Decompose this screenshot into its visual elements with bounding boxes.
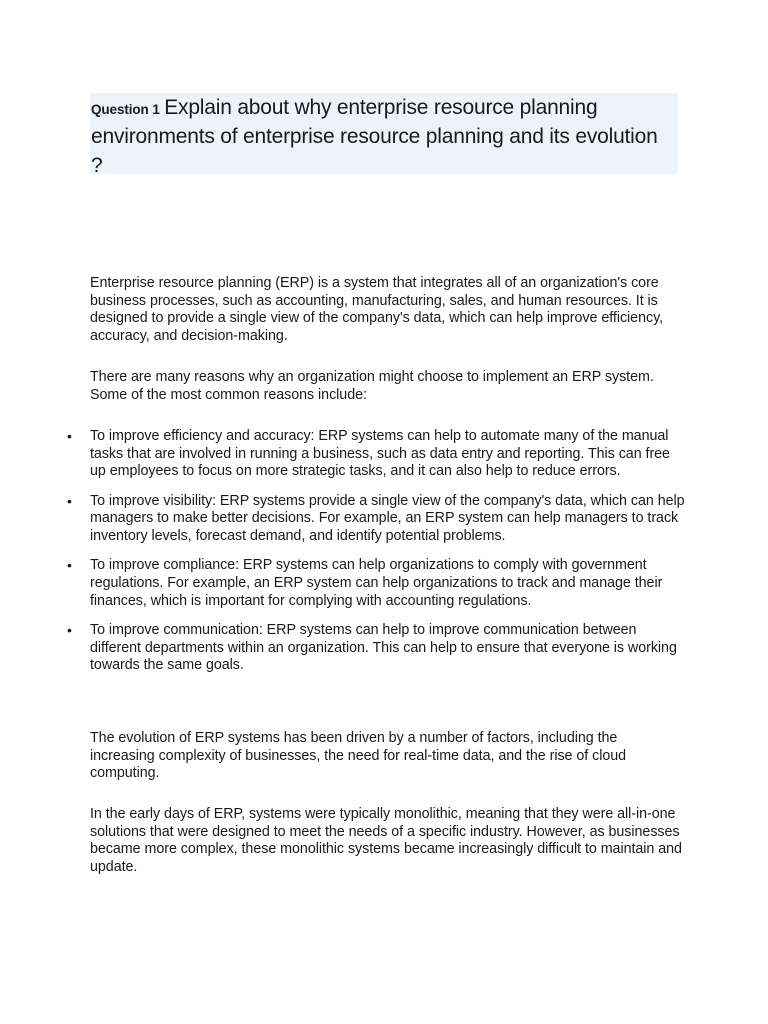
question-heading bbox=[90, 93, 678, 177]
bullet-icon: • bbox=[67, 428, 72, 444]
evolution-paragraph bbox=[90, 730, 685, 783]
question-label: Question 1 bbox=[91, 102, 160, 117]
reasons-paragraph-text: There are many reasons why an organization might choose to implement an ERP system. Some of the most common reasons include: bbox=[90, 369, 654, 403]
bullet-icon: • bbox=[67, 621, 72, 638]
bullet-icon: • bbox=[67, 492, 72, 509]
list-item-text: To improve communication: ERP systems can help to improve communication between different departments within an organization. This can help to ensure that everyone is working towards the same goals. bbox=[90, 621, 677, 674]
early-days-paragraph bbox=[90, 806, 685, 877]
evolution-paragraph-text: The evolution of ERP systems has been driven by a number of factors, including the increasing complexity of businesses, the need for real-time data, and the rise of cloud computing. bbox=[90, 730, 627, 782]
intro-paragraph bbox=[90, 275, 685, 346]
bullet-icon: • bbox=[67, 557, 72, 574]
question-text: Explain about why enterprise resource planning environments of enterprise resource planning and its evolution ? bbox=[91, 96, 658, 177]
reasons-paragraph bbox=[90, 369, 685, 404]
list-item bbox=[0, 428, 685, 481]
list-item bbox=[0, 557, 685, 610]
list-item-text: To improve compliance: ERP systems can help organizations to comply with government regulations. For example, an ERP system can help organizations to track and manage their finances, which is important for complying with accounting regulations. bbox=[90, 557, 663, 609]
list-item-text: To improve efficiency and accuracy: ERP systems can help to automate many of the manual tasks that are involved in running a business, such as data entry and reporting. This can free up employees to focus on more strategic tasks, and it can also help to reduce errors. bbox=[90, 428, 670, 480]
early-days-paragraph-text: In the early days of ERP, systems were typically monolithic, meaning that they were all-in-one solutions that were designed to meet the needs of a specific industry. However, as businesses became more complex, these monolithic systems became increasingly difficult to maintain and update. bbox=[90, 806, 682, 876]
list-item bbox=[0, 493, 685, 546]
reasons-list bbox=[0, 428, 768, 686]
list-item-text: To improve visibility: ERP systems provide a single view of the company's data, which can help managers to make better decisions. For example, an ERP system can help managers to track inventory levels, forecast demand, and identify potential problems. bbox=[90, 492, 685, 545]
list-item bbox=[0, 622, 685, 675]
intro-paragraph-text: Enterprise resource planning (ERP) is a system that integrates all of an organization's core business processes, such as accounting, manufacturing, sales, and human resources. It is designed to provide a single view of the company's data, which can help improve efficiency, accuracy, and decision-making. bbox=[90, 275, 664, 345]
